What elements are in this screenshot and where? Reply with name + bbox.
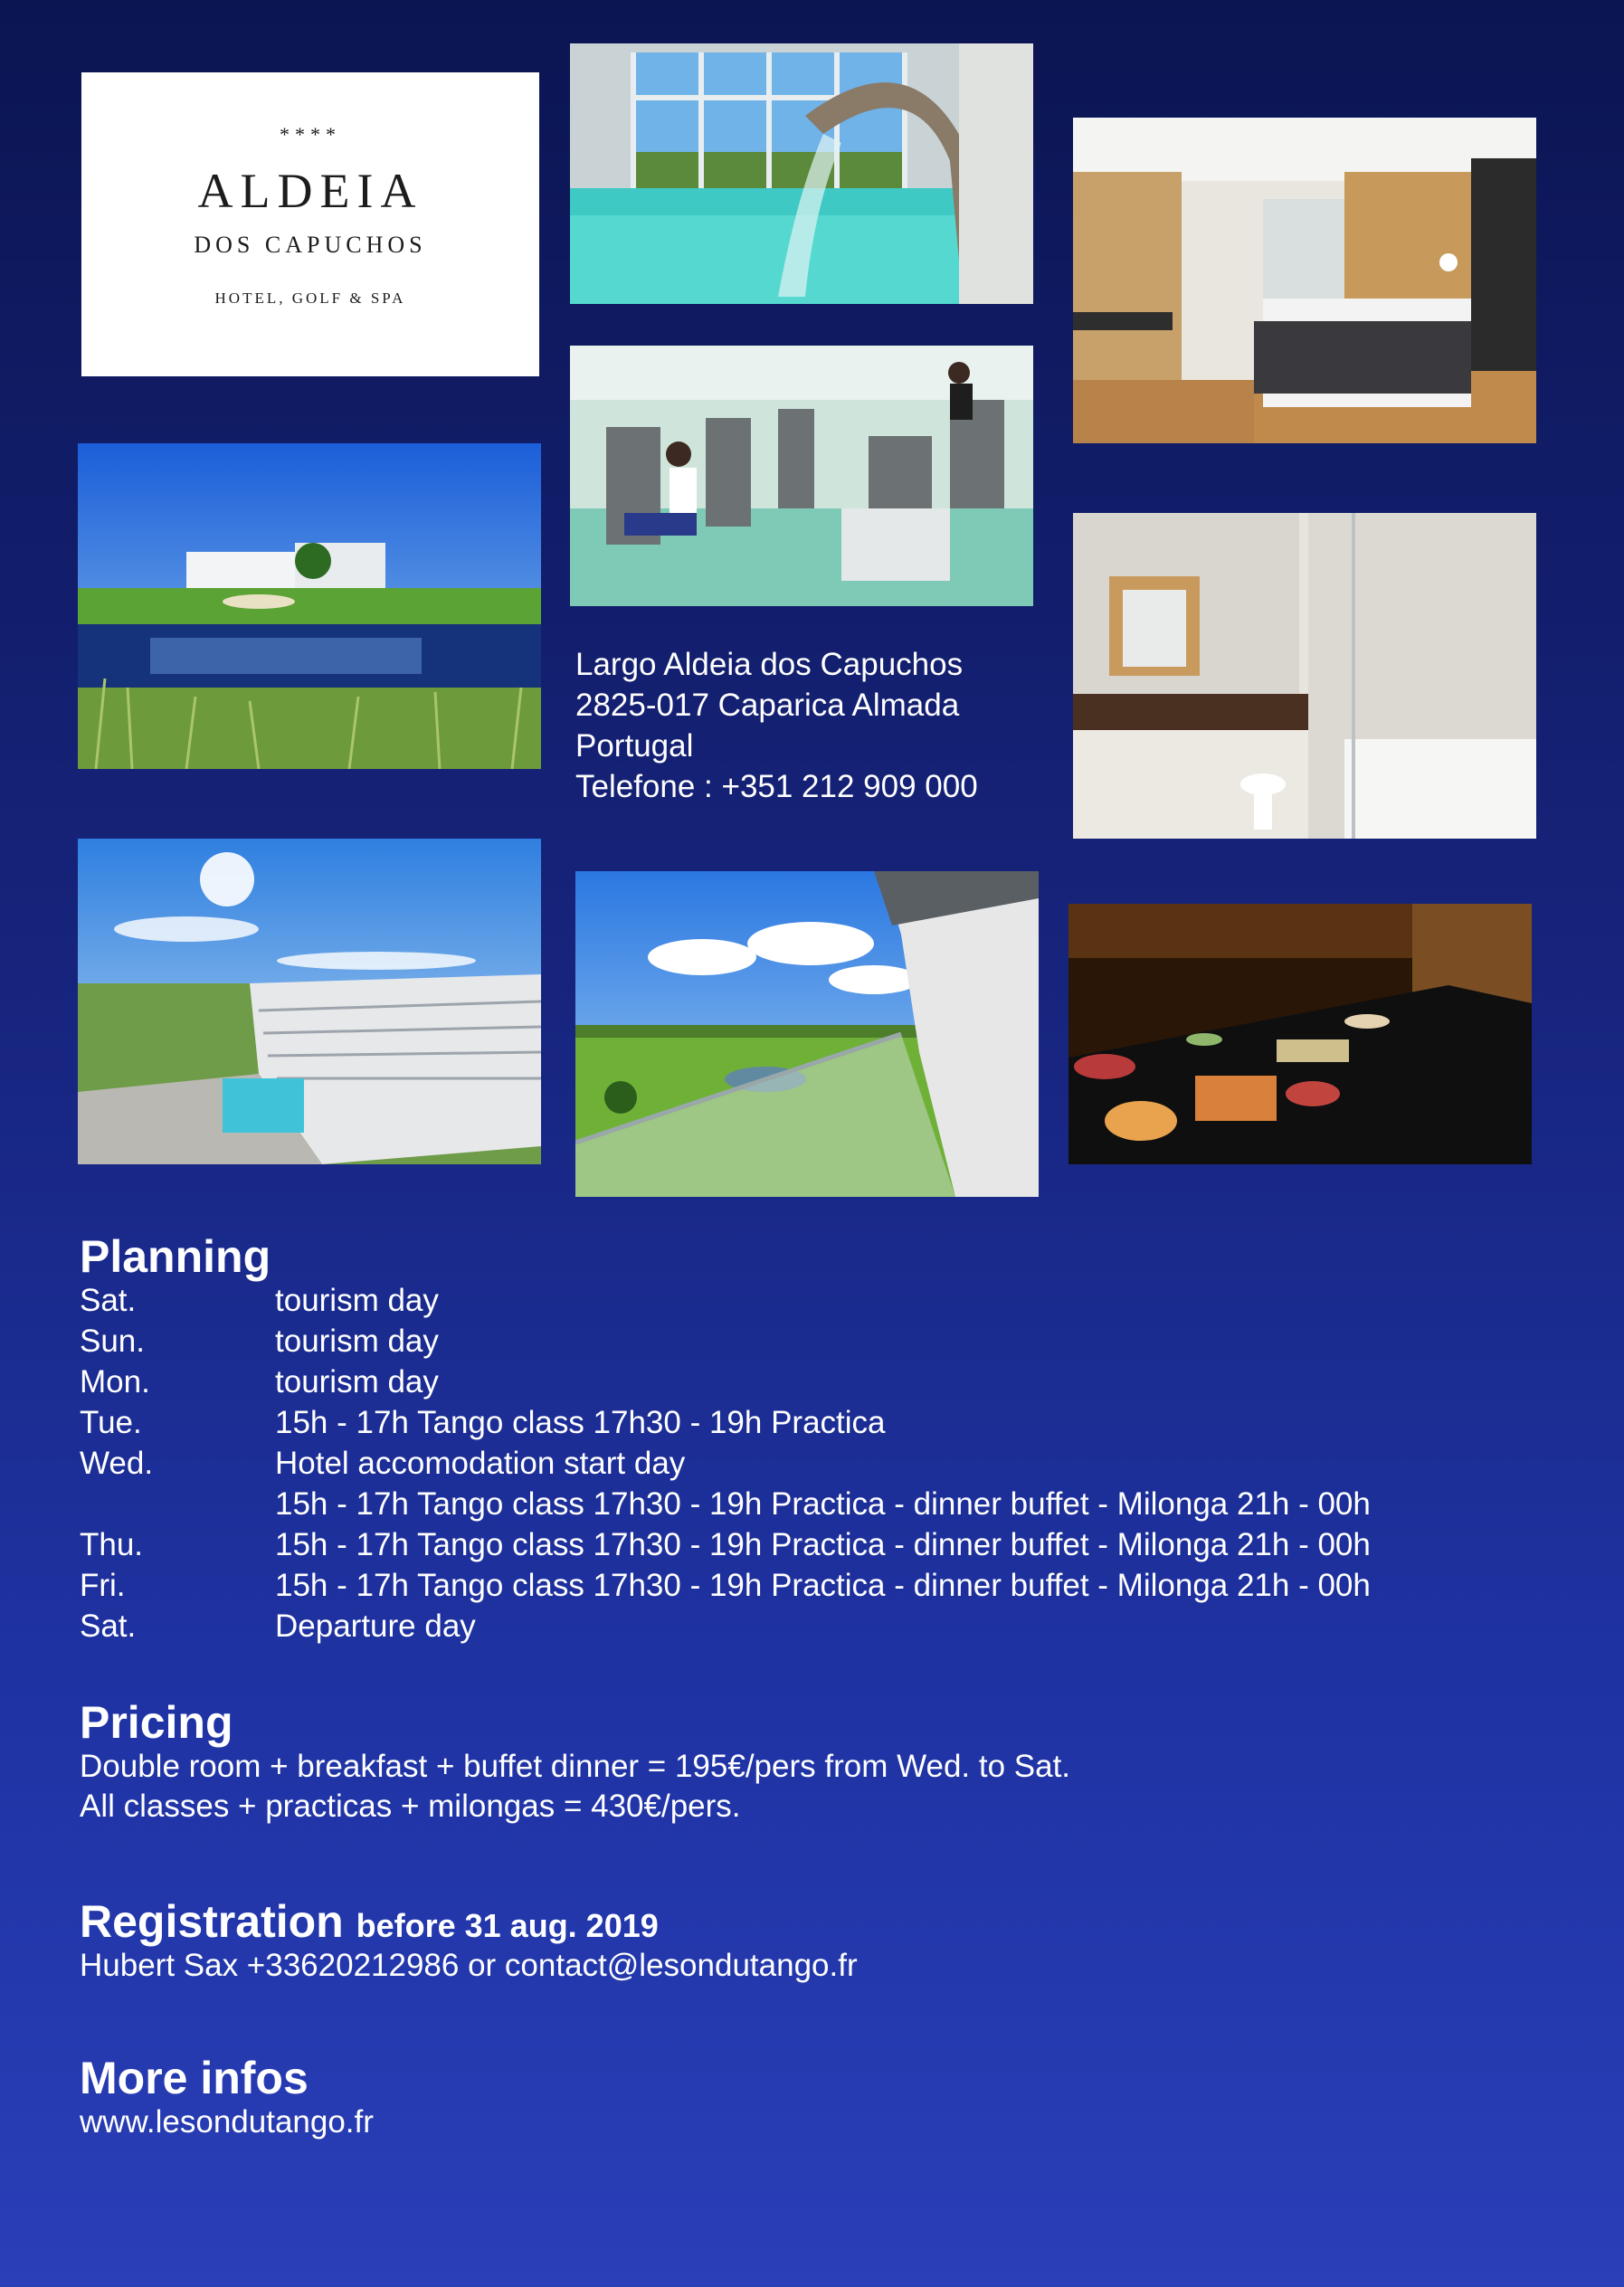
hotel-logo bbox=[81, 72, 539, 376]
schedule-activity: tourism day bbox=[275, 1324, 439, 1359]
schedule-row bbox=[80, 1568, 1371, 1608]
schedule-activity: 15h - 17h Tango class 17h30 - 19h Practica - dinner buffet - Milonga 21h - 00h bbox=[275, 1486, 1371, 1522]
logo-stars: **** bbox=[280, 123, 341, 146]
hotel-address bbox=[575, 644, 978, 807]
gym-photo bbox=[570, 346, 1033, 606]
registration-section bbox=[80, 1895, 858, 1984]
balcony-view-photo bbox=[575, 871, 1039, 1197]
more-infos-title: More infos bbox=[80, 2053, 309, 2103]
pool-photo bbox=[570, 43, 1033, 304]
registration-contact[interactable]: Hubert Sax +33620212986 or contact@lesondutango.fr bbox=[80, 1948, 858, 1983]
pricing-line-room: Double room + breakfast + buffet dinner = 195€/pers from Wed. to Sat. bbox=[80, 1749, 1071, 1784]
schedule-activity: Hotel accomodation start day bbox=[275, 1446, 686, 1481]
schedule-row bbox=[80, 1405, 886, 1446]
pricing-title: Pricing bbox=[80, 1697, 233, 1748]
schedule-row bbox=[80, 1283, 439, 1324]
schedule-row bbox=[80, 1324, 439, 1364]
schedule-activity: tourism day bbox=[275, 1283, 439, 1318]
schedule-day: Fri. bbox=[80, 1568, 126, 1603]
address-phone: Telefone : +351 212 909 000 bbox=[575, 769, 978, 804]
planning-title: Planning bbox=[80, 1231, 271, 1282]
schedule-activity: 15h - 17h Tango class 17h30 - 19h Practica bbox=[275, 1405, 886, 1440]
address-country: Portugal bbox=[575, 728, 694, 764]
schedule-activity: 15h - 17h Tango class 17h30 - 19h Practica - dinner buffet - Milonga 21h - 00h bbox=[275, 1527, 1371, 1562]
schedule-day: Sat. bbox=[80, 1608, 137, 1644]
more-infos-section bbox=[80, 2052, 374, 2140]
address-street: Largo Aldeia dos Capuchos bbox=[575, 647, 964, 682]
registration-title: Registration bbox=[80, 1896, 344, 1947]
logo-subtitle: DOS CAPUCHOS bbox=[194, 232, 427, 258]
schedule-row bbox=[80, 1608, 476, 1649]
address-city: 2825-017 Caparica Almada bbox=[575, 688, 960, 723]
schedule-row bbox=[80, 1527, 1371, 1568]
schedule-day: Mon. bbox=[80, 1364, 150, 1400]
logo-tagline: HOTEL, GOLF & SPA bbox=[214, 289, 406, 307]
registration-deadline: before 31 aug. 2019 bbox=[356, 1907, 659, 1944]
hotel-aerial-photo bbox=[78, 839, 541, 1164]
pricing-section bbox=[80, 1696, 1070, 1825]
schedule-day: Thu. bbox=[80, 1527, 144, 1562]
website-link[interactable]: www.lesondutango.fr bbox=[80, 2104, 374, 2140]
planning-schedule bbox=[80, 1283, 1371, 1649]
pricing-line-classes: All classes + practicas + milongas = 430€/pers. bbox=[80, 1789, 741, 1824]
schedule-activity: 15h - 17h Tango class 17h30 - 19h Practica - dinner buffet - Milonga 21h - 00h bbox=[275, 1568, 1371, 1603]
bedroom-photo bbox=[1073, 118, 1536, 443]
schedule-day: Sat. bbox=[80, 1283, 137, 1318]
logo-name: ALDEIA bbox=[197, 164, 423, 218]
schedule-day: Wed. bbox=[80, 1446, 154, 1481]
schedule-row bbox=[80, 1364, 439, 1405]
planning-section bbox=[80, 1230, 1371, 1649]
golf-lake-photo bbox=[78, 443, 541, 769]
schedule-day: Tue. bbox=[80, 1405, 142, 1440]
schedule-activity: tourism day bbox=[275, 1364, 439, 1400]
bathroom-photo bbox=[1073, 513, 1536, 839]
schedule-row bbox=[80, 1446, 686, 1486]
schedule-activity: Departure day bbox=[275, 1608, 476, 1644]
schedule-row bbox=[80, 1486, 1371, 1527]
schedule-day: Sun. bbox=[80, 1324, 145, 1359]
buffet-photo bbox=[1068, 904, 1532, 1164]
